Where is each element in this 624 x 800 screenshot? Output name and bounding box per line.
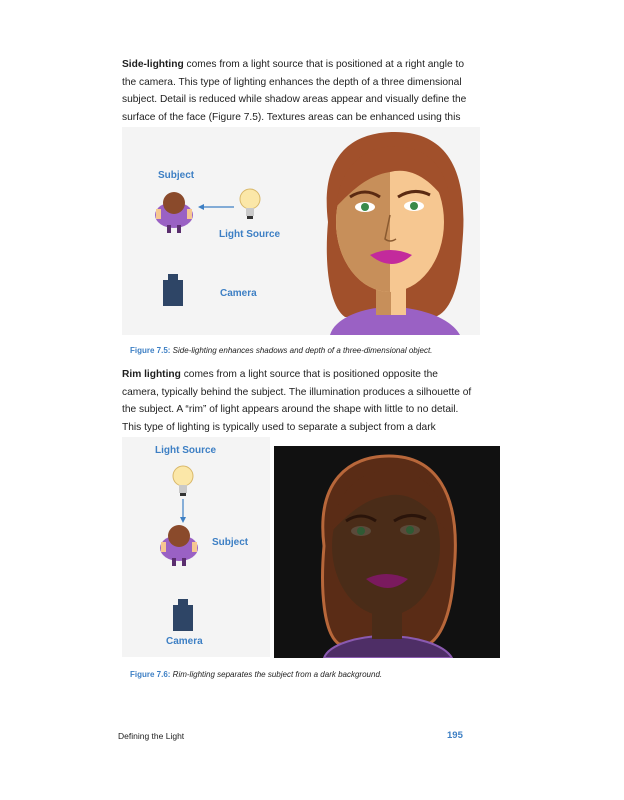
figure-7-6-caption-text: Rim-lighting separates the subject from a dark background. (170, 670, 383, 679)
subject-figure (160, 525, 198, 566)
figure-7-5-number: Figure 7.5: (130, 346, 171, 355)
subject-label: Subject (212, 537, 249, 548)
light-source-label: Light Source (155, 445, 217, 456)
figure-7-6-caption (130, 670, 382, 679)
term-rim-lighting: Rim lighting (122, 369, 181, 380)
side-lit-face-illustration (310, 127, 480, 335)
paragraph-side-lighting-text: comes from a light source that is positioned at a right angle to the camera. This type of lighting enhances the depth of a three dimensional subject. Detail is reduced while shadow areas appear and visually define the surface of the face (Figure 7.5). Textures areas can be enhanced using this (122, 59, 467, 123)
subject-label: Subject (158, 170, 195, 181)
light-source-label: Light Source (219, 229, 281, 240)
figure-7-6-number: Figure 7.6: (130, 670, 171, 679)
figure-7-5 (122, 127, 480, 335)
camera-icon (163, 274, 183, 306)
light-bulb-icon (173, 466, 193, 496)
paragraph-rim-lighting-text: comes from a light source that is positioned opposite the camera, typically behind the subject. The illumination produces a silhouette of the subject. A “rim” of light appears around the shape with little to no detail. This type of lighting is typically used to separate a subject from a dark (122, 369, 472, 433)
light-bulb-icon (240, 189, 260, 219)
side-lighting-diagram (122, 127, 312, 335)
figure-7-6 (122, 437, 270, 657)
subject-figure (155, 192, 193, 233)
figure-7-5-caption (130, 346, 432, 355)
figure-7-5-caption-text: Side-lighting enhances shadows and depth of a three-dimensional object. (170, 346, 433, 355)
page-number: 195 (447, 730, 463, 741)
rim-lit-face-image (274, 446, 500, 658)
term-side-lighting: Side-lighting (122, 59, 184, 70)
footer-section-title: Defining the Light (118, 731, 185, 741)
camera-label: Camera (166, 636, 203, 647)
rim-lit-face-illustration (274, 446, 500, 658)
camera-icon (173, 599, 193, 631)
camera-label: Camera (220, 288, 257, 299)
